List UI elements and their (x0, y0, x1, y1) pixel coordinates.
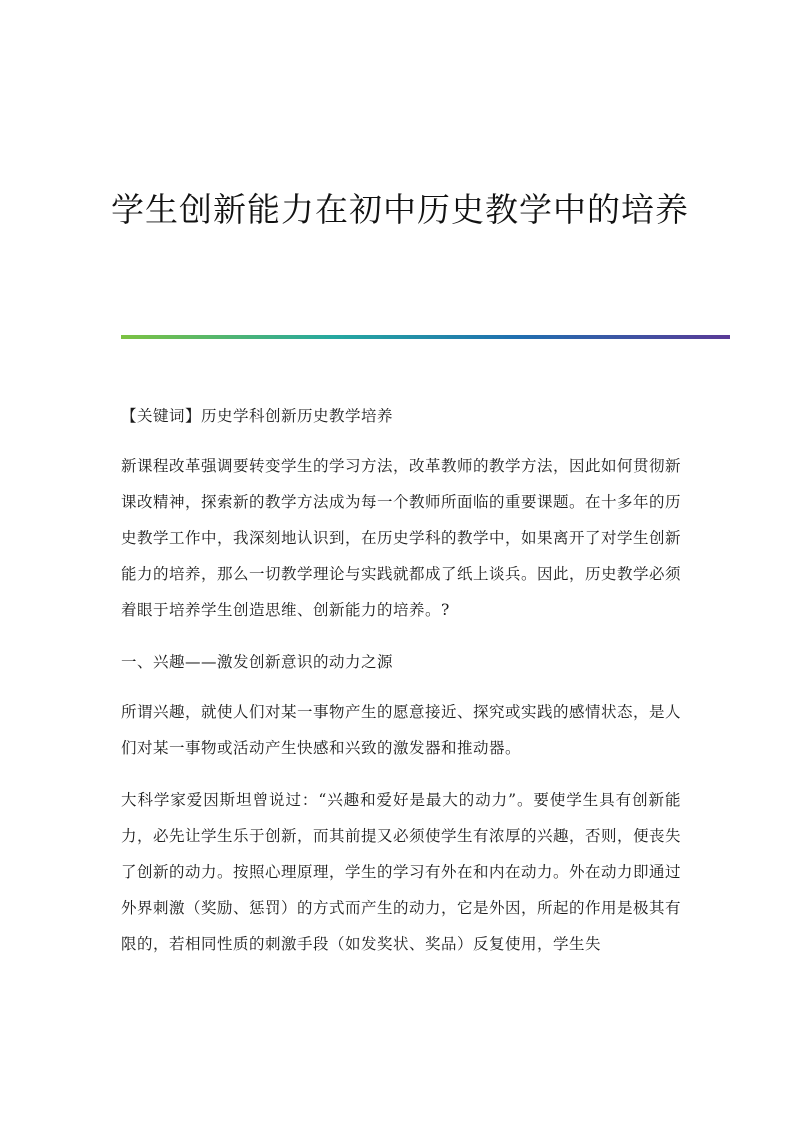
document-body (121, 398, 681, 978)
keywords-line: 【关键词】历史学科创新历史教学培养 (121, 407, 394, 425)
paragraph: 大科学家爱因斯坦曾说过：“兴趣和爱好是最大的动力”。要使学生具有创新能力，必先让学生乐于创新，而其前提又必须使学生有浓厚的兴趣，否则，便丧失了创新的动力。按照心理原理，学生的学习有外在和内在动力。外在动力即通过外界刺激（奖励、惩罚）的方式而产生的动力，它是外因，所起的作用是极其有限的，若相同性质的刺激手段（如发奖状、奖品）反复使用，学生失 (121, 791, 682, 953)
paragraph: 新课程改革强调要转变学生的学习方法，改革教师的教学方法，因此如何贯彻新课改精神，探索新的教学方法成为每一个教师所面临的重要课题。在十多年的历史教学工作中，我深刻地认识到，在历史学科的教学中，如果离开了对学生创新能力的培养，那么一切教学理论与实践就都成了纸上谈兵。因此，历史教学必须着眼于培养学生创造思维、创新能力的培养。? (121, 457, 682, 619)
document-title: 学生创新能力在初中历史教学中的培养 (111, 190, 689, 229)
paragraph: 所谓兴趣，就使人们对某一事物产生的愿意接近、探究或实践的感情状态，是人们对某一事物或活动产生快感和兴致的激发器和推动器。 (121, 703, 682, 757)
section-heading: 一、兴趣——激发创新意识的动力之源 (121, 653, 394, 671)
title-divider (121, 335, 730, 339)
